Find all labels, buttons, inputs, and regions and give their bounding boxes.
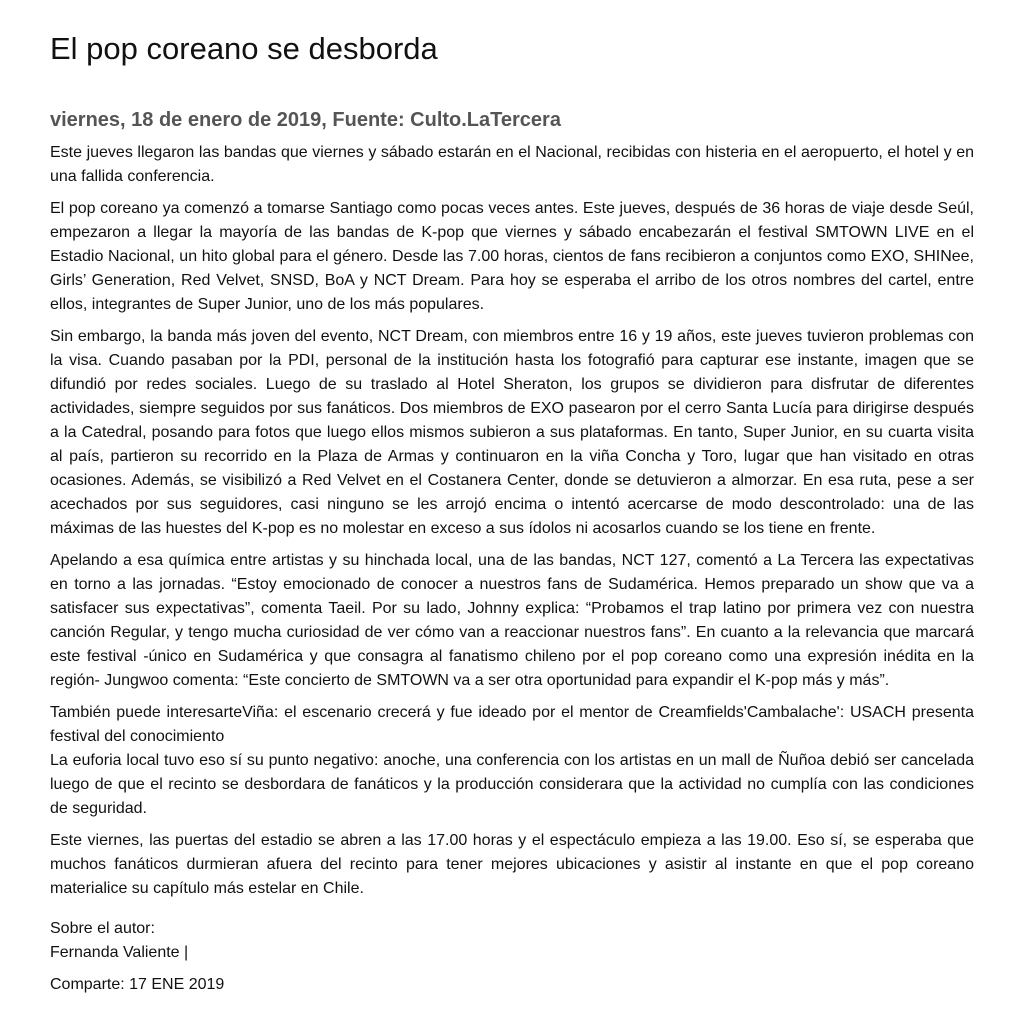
article-title: El pop coreano se desborda [50, 31, 438, 66]
article-meta: viernes, 18 de enero de 2019, Fuente: Culto.LaTercera [50, 109, 561, 131]
article-paragraph: Sin embargo, la banda más joven del evento, NCT Dream, con miembros entre 16 y 19 años, este jueves tuvieron problemas con la visa. Cuando pasaban por la PDI, personal de la institución hasta los fotografió para capturar ese instante, imagen que se difundió por redes sociales. Luego de su traslado al Hotel Sheraton, los grupos se dividieron para disfrutar de diferentes actividades, siempre seguidos por sus fanáticos. Dos miembros de EXO pasearon por el cerro Santa Lucía para dirigirse después a la Catedral, posando para fotos que luego ellos mismos subieron a sus plataformas. En tanto, Super Junior, en su cuarta visita al país, partieron su recorrido en la Plaza de Armas y continuaron en la viña Concha y Toro, lugar que han visitado en otras ocasiones. Además, se visibilizó a Red Velvet en el Costanera Center, donde se detuvieron a almorzar. En esa ruta, pese a ser acechados por sus seguidores, casi ninguno se les arrojó encima o intentó acercarse de modo descontrolado: una de las máximas de las huestes del K-pop es no molestar en exceso a sus ídolos ni acosarlos cuando se los tiene en frente. [50, 328, 974, 537]
related-article-link[interactable]: Viña: el escenario crecerá y fue ideado por el mentor de Creamfields'Cambalache': USACH presenta festival del conocimiento [50, 704, 974, 745]
related-prefix: También puede interesarte [50, 704, 243, 721]
author-label: Sobre el autor: [50, 920, 155, 937]
share-line: Comparte: 17 ENE 2019 [50, 976, 225, 993]
article-paragraph: Este viernes, las puertas del estadio se abren a las 17.00 horas y el espectáculo empieza a las 19.00. Eso sí, se esperaba que muchos fanáticos durmieran afuera del recinto para tener mejores ubicaciones y asistir al instante en que el pop coreano materialice su capítulo más estelar en Chile. [50, 832, 974, 897]
article-paragraph: La euforia local tuvo eso sí su punto negativo: anoche, una conferencia con los artistas en un mall de Ñuñoa debió ser cancelada luego de que el recinto se desbordara de fanáticos y la producción considerara que la actividad no cumplía con las condiciones de seguridad. [50, 752, 974, 817]
article-paragraph: El pop coreano ya comenzó a tomarse Santiago como pocas veces antes. Este jueves, después de 36 horas de viaje desde Seúl, empezaron a llegar la mayoría de las bandas de K-pop que viernes y sábado encabezarán el festival SMTOWN LIVE en el Estadio Nacional, un hito global para el género. Desde las 7.00 horas, cientos de fans recibieron a conjuntos como EXO, SHINee, Girls’ Generation, Red Velvet, SNSD, BoA y NCT Dream. Para hoy se esperaba el arribo de los otros nombres del cartel, entre ellos, integrantes de Super Junior, uno de los más populares. [50, 200, 974, 313]
author-section [50, 917, 974, 965]
author-name[interactable]: Fernanda Valiente | [50, 944, 189, 961]
article-lead-paragraph: Este jueves llegaron las bandas que viernes y sábado estarán en el Nacional, recibidas con histeria en el aeropuerto, el hotel y en una fallida conferencia. [50, 144, 974, 185]
article-paragraph: Apelando a esa química entre artistas y su hinchada local, una de las bandas, NCT 127, comentó a La Tercera las expectativas en torno a las jornadas. “Estoy emocionado de conocer a nuestros fans de Sudamérica. Hemos preparado un show que va a satisfacer sus expectativas”, comenta Taeil. Por su lado, Johnny explica: “Probamos el trap latino por primera vez con nuestra canción Regular, y tengo mucha curiosidad de ver cómo van a reaccionar nuestros fans”. En cuanto a la relevancia que marcará este festival -único en Sudamérica y que consagra al fanatismo chileno por el pop coreano como una expresión inédita en la región- Jungwoo comenta: “Este concierto de SMTOWN va a ser otra oportunidad para expandir el K-pop más y más”. [50, 552, 974, 689]
related-articles [50, 701, 974, 749]
article-body [50, 141, 974, 901]
